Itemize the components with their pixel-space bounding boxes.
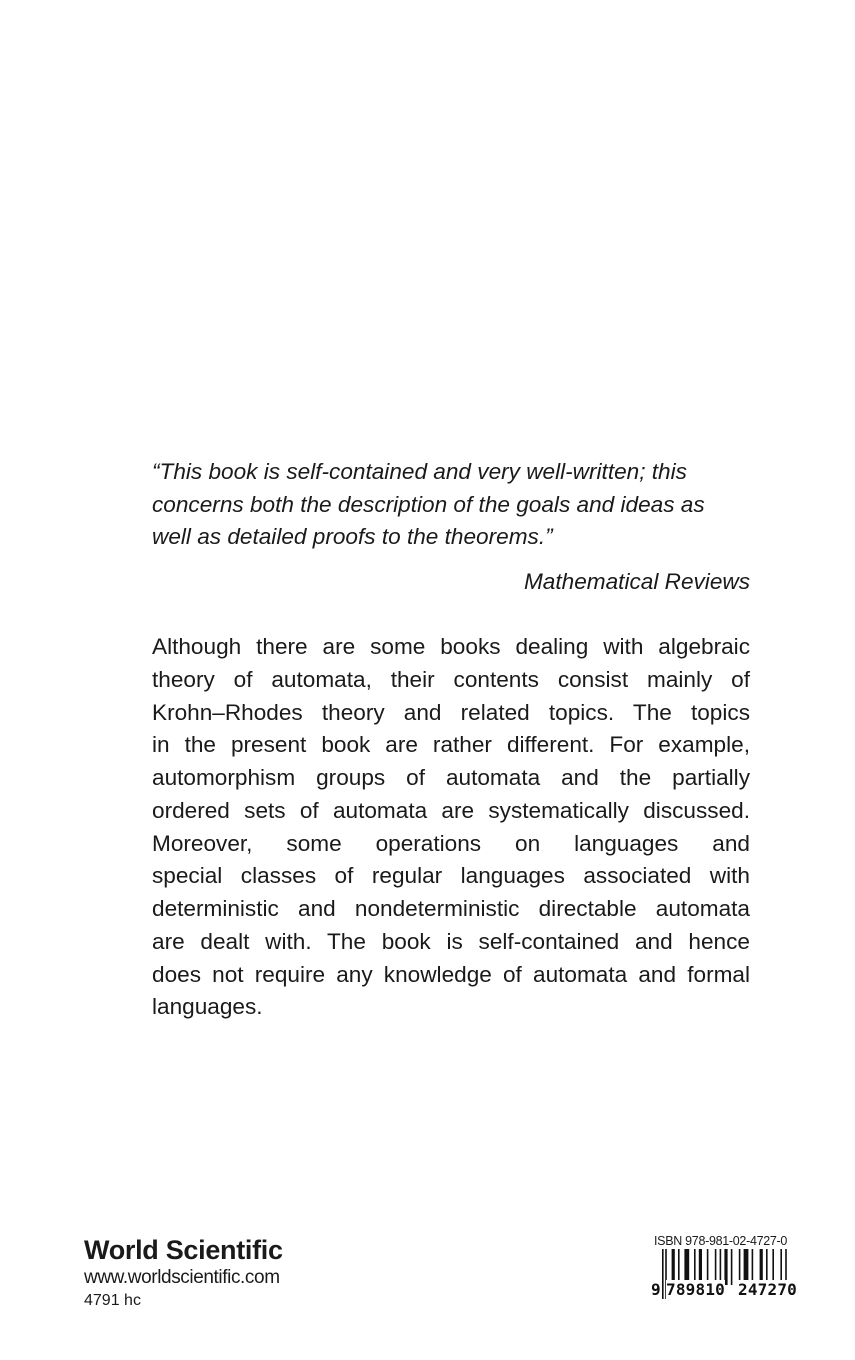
publisher-code: 4791 hc xyxy=(84,1292,141,1309)
barcode-digits xyxy=(652,1280,812,1300)
description-line: automorphism groups of automata and the partially xyxy=(152,765,750,790)
description-line: deterministic and nondeterministic directable automata xyxy=(152,896,750,921)
book-description xyxy=(152,631,750,1024)
description-line: special classes of regular languages associated with xyxy=(152,863,750,889)
review-source: Mathematical Reviews xyxy=(523,569,750,594)
description-line: Moreover, some operations on languages and xyxy=(152,830,750,856)
quote-line: concerns both the description of the goals and ideas as xyxy=(152,491,705,517)
barcode-digits-left: 789810 xyxy=(666,1280,725,1299)
isbn-barcode xyxy=(652,1234,812,1300)
publisher-name: World Scientific xyxy=(84,1235,283,1265)
description-line: Although there are some books dealing with algebraic xyxy=(152,634,750,659)
quote-line: well as detailed proofs to the theorems.” xyxy=(152,524,553,550)
quote-line: “This book is self-contained and very well-written; this xyxy=(152,459,687,484)
description-line: ordered sets of automata are systematically discussed. xyxy=(152,797,750,823)
publisher-block xyxy=(84,1234,283,1313)
description-line: theory of automata, their contents consist mainly of xyxy=(152,666,750,692)
review-quote xyxy=(152,456,750,554)
description-line: does not require any knowledge of automata and formal xyxy=(152,961,750,987)
barcode-digit-lead: 9 xyxy=(651,1280,661,1299)
barcode-digits-right: 247270 xyxy=(738,1280,797,1299)
description-line: languages. xyxy=(152,994,263,1020)
isbn-label: ISBN 978-981-02-4727-0 xyxy=(654,1234,788,1248)
publisher-url: www.worldscientific.com xyxy=(84,1267,280,1288)
description-line: Krohn–Rhodes theory and related topics. The topics xyxy=(152,699,750,725)
description-line: in the present book are rather different. For example, xyxy=(152,732,750,758)
description-line: are dealt with. The book is self-contained and hence xyxy=(152,928,750,954)
